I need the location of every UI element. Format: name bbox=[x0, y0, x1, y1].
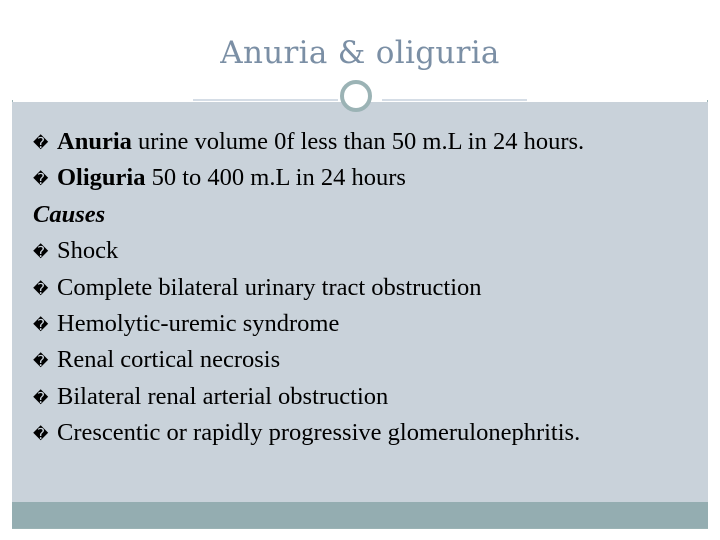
cause-item bbox=[33, 379, 708, 415]
cause-item bbox=[33, 233, 708, 269]
cause-text: Shock bbox=[57, 237, 119, 265]
definition-line-oliguria bbox=[33, 160, 708, 196]
causes-heading: Causes bbox=[33, 200, 106, 228]
term-anuria: Anuria bbox=[57, 128, 132, 155]
term-oliguria: Oliguria bbox=[57, 164, 146, 192]
cause-text: Hemolytic-uremic syndrome bbox=[57, 310, 340, 338]
circle-ornament-icon bbox=[340, 80, 372, 112]
bullet-icon: � bbox=[33, 134, 49, 152]
footer-band bbox=[12, 502, 708, 528]
cause-item bbox=[33, 415, 708, 451]
cause-text: Crescentic or rapidly progressive glomerulonephritis. bbox=[57, 419, 581, 447]
bullet-icon: � bbox=[33, 316, 49, 335]
bullet-icon: � bbox=[33, 243, 49, 262]
slide-body bbox=[33, 124, 708, 452]
definition-line-anuria bbox=[33, 124, 708, 160]
bullet-icon: � bbox=[33, 388, 49, 407]
cause-item bbox=[33, 270, 708, 306]
cause-text: Renal cortical necrosis bbox=[57, 346, 281, 374]
bullet-icon: � bbox=[33, 425, 49, 444]
slide-title: Anuria & oliguria bbox=[220, 35, 500, 71]
title-divider-right bbox=[382, 99, 527, 101]
definition-oliguria: 50 to 400 m.L in 24 hours bbox=[145, 164, 406, 192]
definition-anuria: urine volume 0f less than 50 m.L in 24 hours. bbox=[131, 128, 585, 155]
cause-text: Bilateral renal arterial obstruction bbox=[57, 382, 389, 410]
cause-text: Complete bilateral urinary tract obstruction bbox=[57, 273, 482, 301]
bullet-icon: � bbox=[33, 279, 49, 298]
title-divider-left bbox=[193, 99, 338, 101]
cause-item bbox=[33, 342, 708, 378]
bullet-icon: � bbox=[33, 170, 49, 189]
cause-item bbox=[33, 306, 708, 342]
bullet-icon: � bbox=[33, 352, 49, 371]
